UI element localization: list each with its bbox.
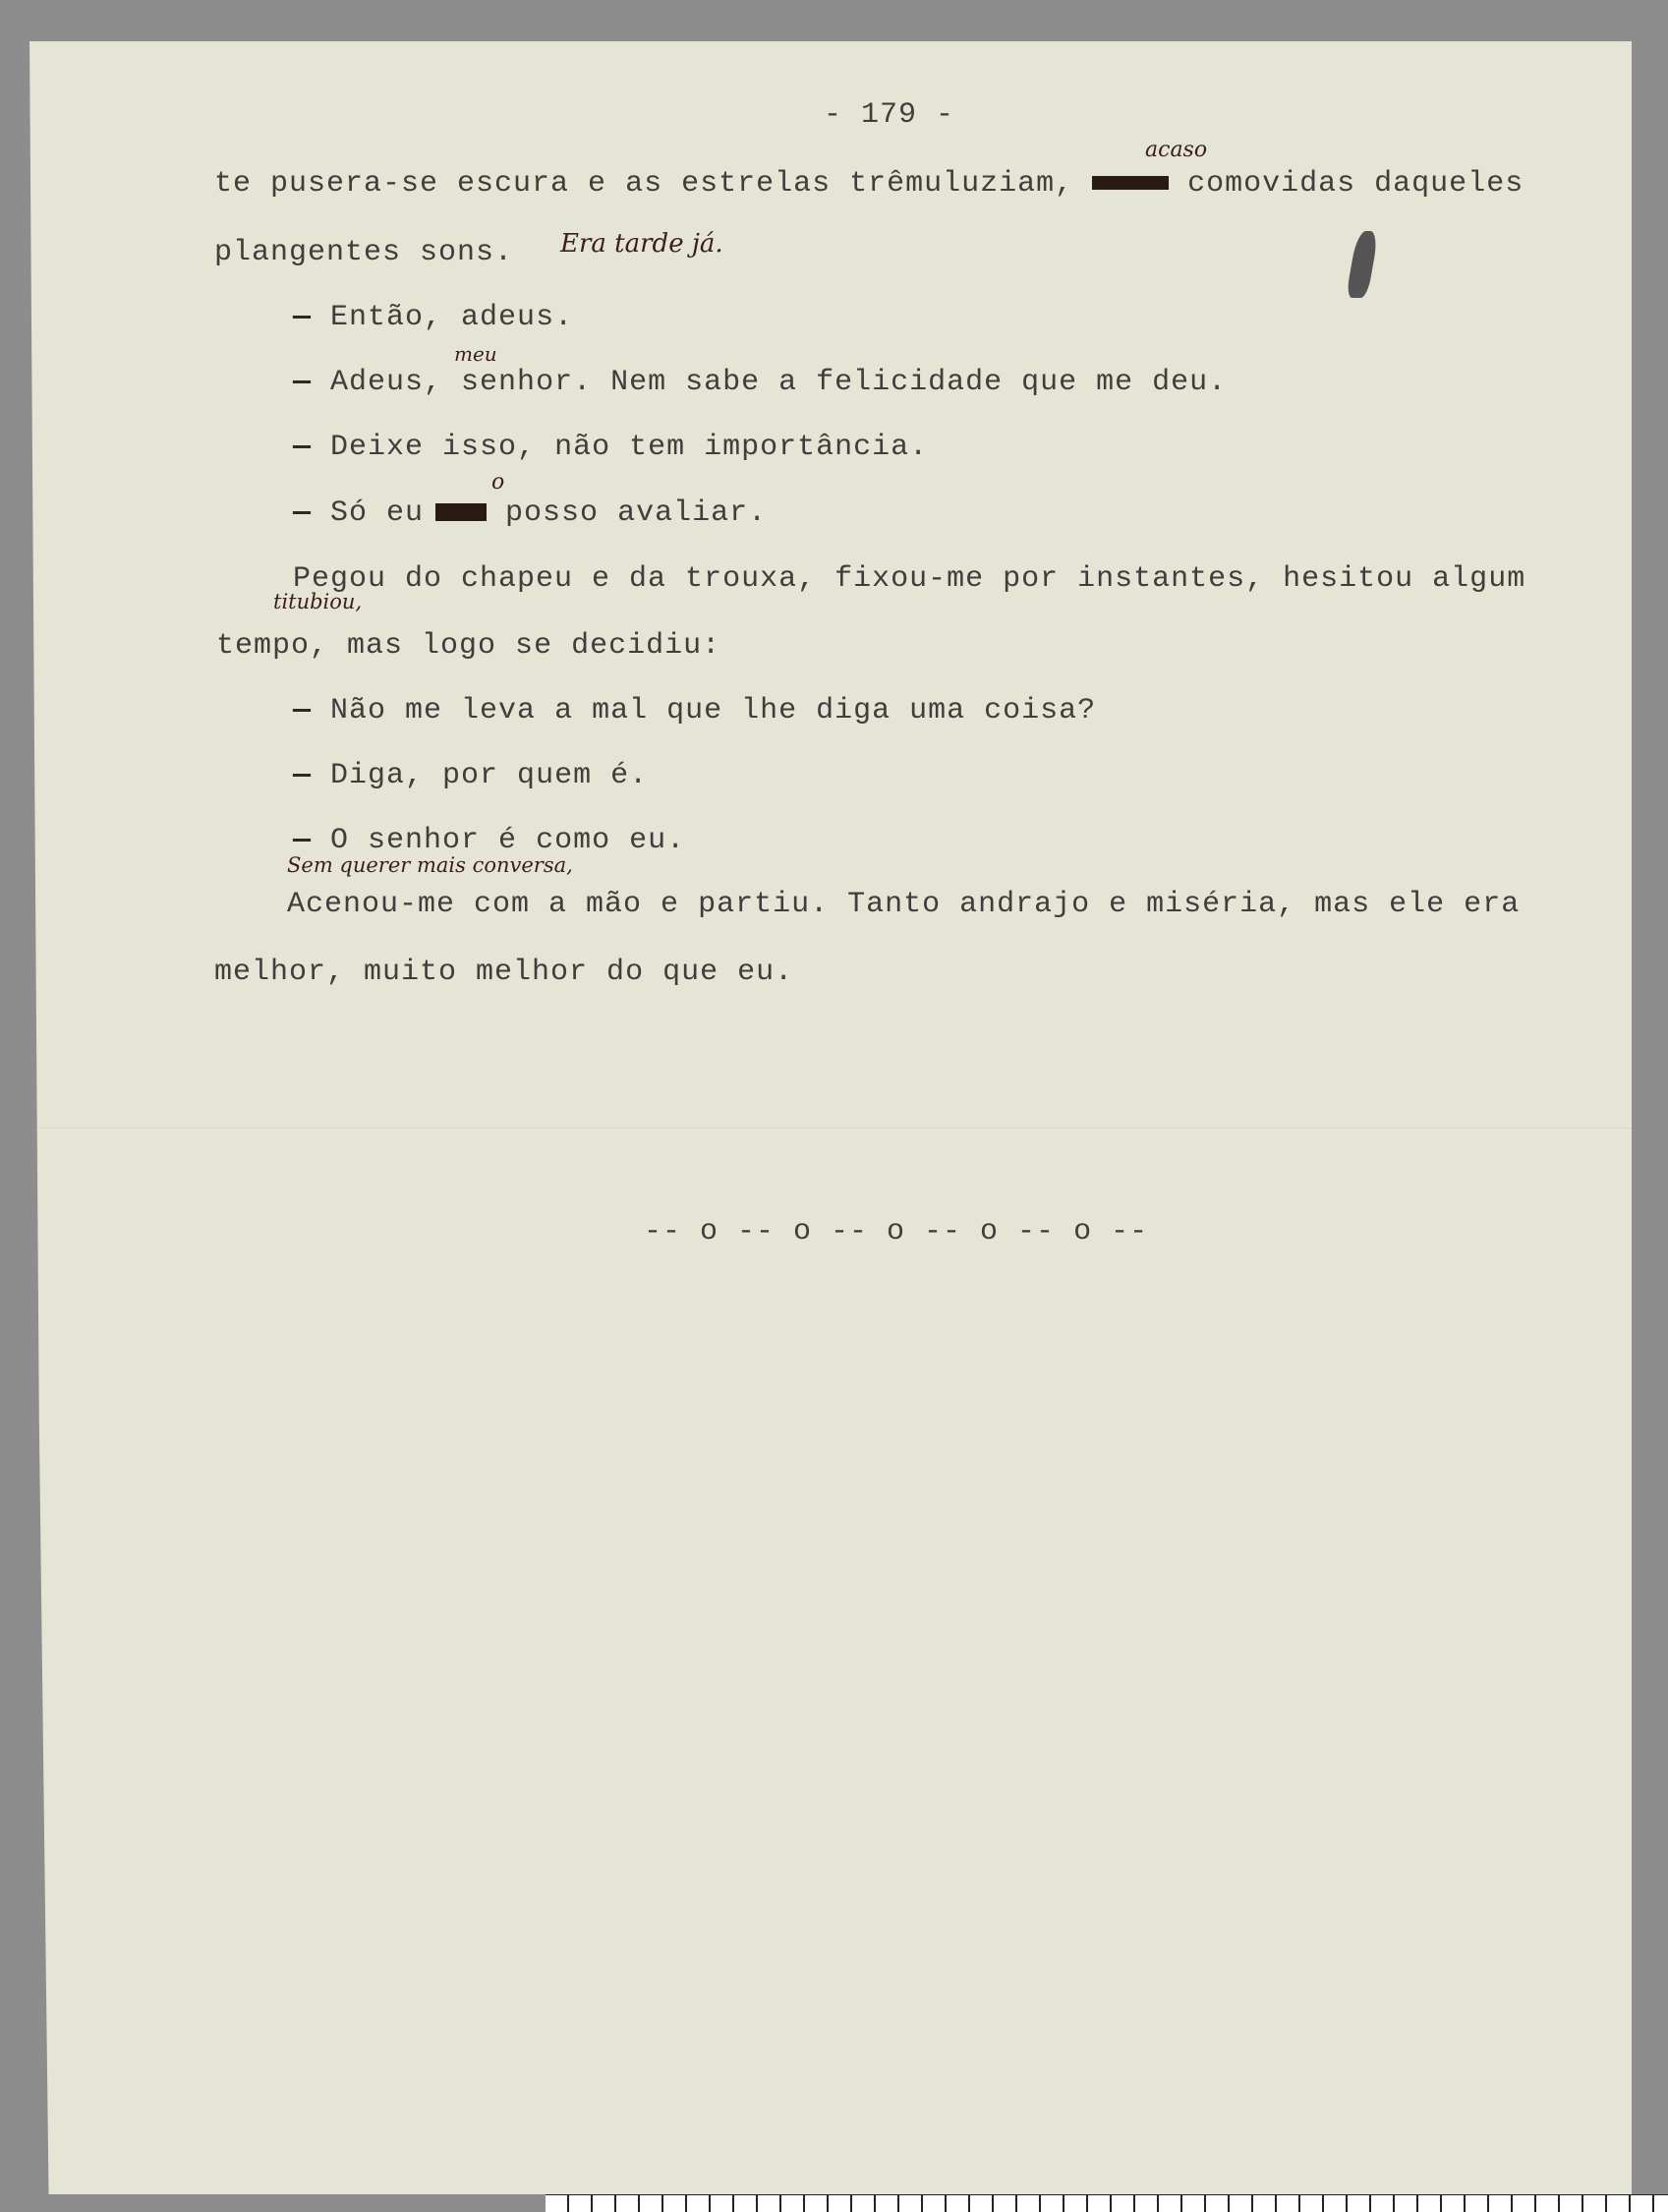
line-text: Só eu [330, 496, 425, 530]
line-tail: comovidas daqueles [1169, 167, 1524, 201]
measurement-ruler [546, 2194, 1668, 2212]
annotation-titubiou: titubiou, [273, 590, 363, 613]
text-line-4 [293, 366, 1227, 399]
annotation-era-tarde: Era tarde já. [560, 229, 723, 259]
struck-word [1092, 176, 1169, 190]
text-line-8 [216, 629, 720, 663]
dialogue-dash: — [293, 496, 313, 530]
line-text: Então, adeus. [330, 301, 574, 334]
text-line-7: Pegou do chapeu e da trouxa, fixou-me por instantes, hesitou algum [293, 562, 1526, 596]
line-tail: mas logo se decidiu: [328, 629, 721, 663]
line-text: Adeus, senhor. Nem sabe a felicidade que me deu. [330, 366, 1228, 399]
annotation-acaso: acaso [1145, 138, 1208, 162]
text-line-3 [293, 301, 573, 334]
struck-word [435, 503, 487, 521]
text-line-2: plangentes sons. [214, 236, 514, 269]
annotation-meu: meu [454, 342, 497, 366]
section-separator: -- o -- o -- o -- o -- o -- [644, 1215, 1149, 1249]
text-line-1 [214, 167, 1524, 201]
dialogue-dash: — [293, 694, 313, 728]
text-line-5 [293, 431, 928, 464]
dialogue-dash: — [293, 366, 313, 399]
dialogue-dash: — [293, 824, 313, 857]
text-line-11 [293, 824, 685, 857]
text-line-12: Acenou-me com a mão e partiu. Tanto andrajo e miséria, mas ele era [287, 888, 1521, 921]
text-line-13: melhor, muito melhor do que eu. [214, 956, 794, 989]
dialogue-dash: — [293, 431, 313, 464]
line-text: O senhor é como eu. [330, 824, 686, 857]
dialogue-dash: — [293, 759, 313, 792]
line-text: Não me leva a mal que lhe diga uma coisa? [330, 694, 1097, 728]
annotation-sem-querer: Sem querer mais conversa, [287, 853, 573, 877]
text-line-9 [293, 694, 1096, 728]
text-line-10 [293, 759, 648, 792]
dialogue-dash: — [293, 301, 313, 334]
line-tail: posso avaliar. [487, 496, 768, 530]
line-text: Diga, por quem é. [330, 759, 649, 792]
line-text: te pusera-se escura e as estrelas trêmuluziam, [214, 167, 1093, 201]
text-line-6 [293, 496, 767, 530]
page-number: - 179 - [824, 98, 955, 132]
line-text: tempo, [216, 629, 329, 663]
annotation-o: o [491, 470, 505, 495]
line-text: Deixe isso, não tem importância. [330, 431, 929, 464]
page-fold [29, 1128, 1632, 1131]
manuscript-page [29, 41, 1632, 2194]
